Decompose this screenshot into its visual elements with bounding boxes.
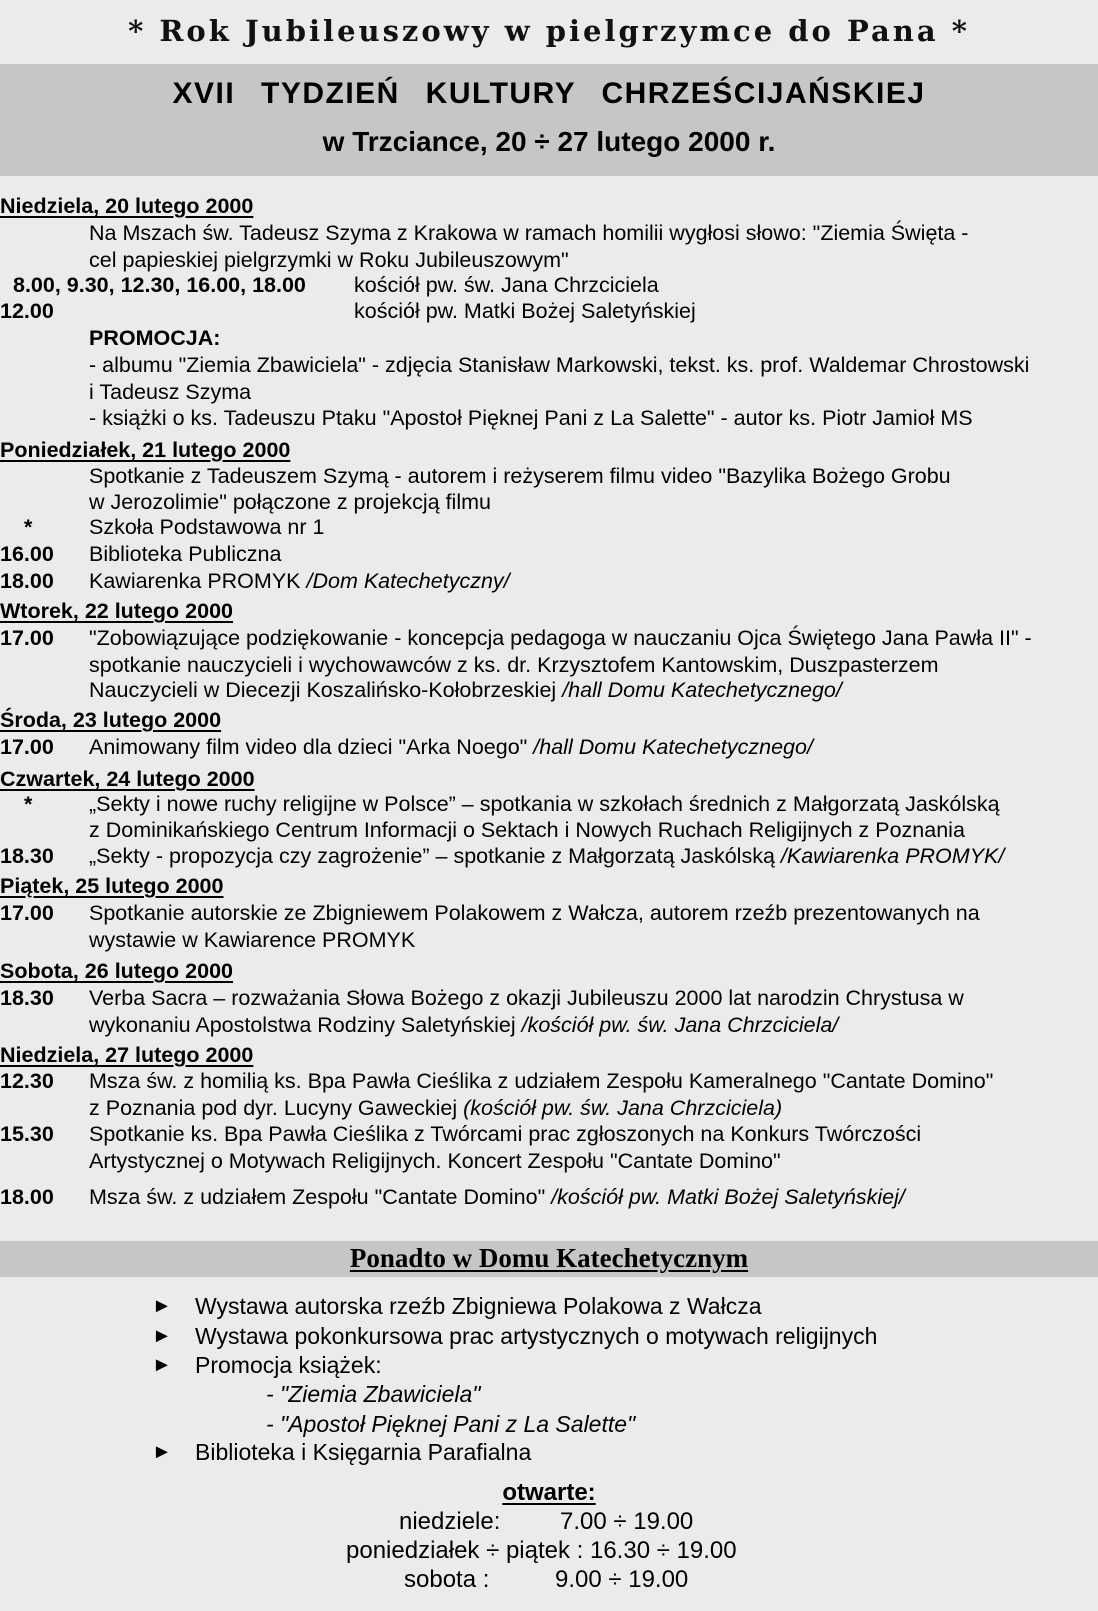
event-text-part: Msza św. z udziałem Zespołu "Cantate Domino"	[89, 1185, 546, 1209]
day-heading: Niedziela, 27 lutego 2000	[0, 1043, 254, 1067]
event-text: „Sekty i nowe ruchy religijne w Polsce” – spotkania w szkołach średnich z Małgorzatą Jaskólską	[89, 792, 1000, 816]
event-place: kościół pw. Matki Bożej Saletyńskiej	[354, 299, 696, 323]
bullet-arrow-icon: ►	[152, 1325, 172, 1347]
hours-label: niedziele:	[399, 1508, 501, 1535]
event-text: Na Mszach św. Tadeusz Szyma z Krakowa w ramach homilii wygłosi słowo: "Ziemia Święta -	[89, 221, 969, 245]
event-time: 12.30	[0, 1069, 54, 1093]
event-text: spotkanie nauczycieli i wychowawców z ks. dr. Krzysztofem Kantowskim, Duszpasterzem	[89, 653, 939, 677]
page-title: XVII TYDZIEŃ KULTURY CHRZEŚCIJAŃSKIEJ	[172, 77, 926, 110]
event-location: /Dom Katechetyczny/	[306, 569, 510, 593]
event-text	[89, 677, 842, 703]
day-heading: Sobota, 26 lutego 2000	[0, 959, 233, 983]
event-time: *	[24, 792, 33, 816]
event-text-part: „Sekty - propozycja czy zagrożenie” – spotkanie z Małgorzatą Jaskólską	[89, 844, 775, 868]
event-text: Verba Sacra – rozważania Słowa Bożego z okazji Jubileuszu 2000 lat narodzin Chrystusa w	[89, 986, 964, 1010]
bullet-arrow-icon: ►	[152, 1295, 172, 1317]
event-text	[89, 1184, 905, 1210]
hours-heading: otwarte:	[502, 1479, 596, 1506]
event-time: 17.00	[0, 626, 54, 650]
day-heading: Wtorek, 22 lutego 2000	[0, 599, 233, 623]
day-heading: Piątek, 25 lutego 2000	[0, 874, 224, 898]
event-text	[89, 1012, 838, 1038]
event-text-part: Nauczycieli w Diecezji Koszalińsko-Kołobrzeskiej	[89, 678, 557, 702]
event-location: /kościół pw. św. Jana Chrzciciela/	[521, 1013, 839, 1037]
event-text: - albumu "Ziemia Zbawiciela" - zdjęcia Stanisław Markowski, tekst. ks. prof. Waldemar Chrostowski	[89, 353, 1030, 377]
day-heading: Środa, 23 lutego 2000	[0, 708, 222, 732]
event-time: 18.00	[0, 1185, 54, 1209]
event-text: w Jerozolimie" połączone z projekcją filmu	[89, 490, 491, 514]
event-time: 16.00	[0, 542, 54, 566]
event-text: wystawie w Kawiarence PROMYK	[89, 928, 416, 952]
page-subtitle: w Trzciance, 20 ÷ 27 lutego 2000 r.	[322, 126, 776, 157]
header-band	[0, 64, 1098, 176]
event-text-part: Animowany film video dla dzieci "Arka Noego"	[89, 735, 528, 759]
event-time: 17.00	[0, 735, 54, 759]
day-heading: Niedziela, 20 lutego 2000	[0, 194, 254, 218]
promo-heading: PROMOCJA:	[89, 326, 221, 350]
event-place-text: Kawiarenka PROMYK	[89, 569, 301, 593]
event-text: Spotkanie autorskie ze Zbigniewem Polakowem z Wałcza, autorem rzeźb prezentowanych na	[89, 901, 980, 925]
event-time: 8.00, 9.30, 12.30, 16.00, 18.00	[13, 273, 306, 297]
event-place	[89, 568, 510, 594]
event-text-part: wykonaniu Apostolstwa Rodziny Saletyńskiej	[89, 1013, 516, 1037]
event-place: Szkoła Podstawowa nr 1	[89, 515, 325, 539]
event-place: kościół pw. św. Jana Chrzciciela	[354, 273, 659, 297]
event-location: (kościół pw. św. Jana Chrzciciela)	[463, 1096, 783, 1120]
event-text	[89, 843, 1004, 869]
list-item: Promocja książek:	[195, 1352, 382, 1378]
event-location: /hall Domu Katechetycznego/	[533, 735, 813, 759]
bullet-arrow-icon: ►	[152, 1354, 172, 1376]
section-band	[0, 1241, 1098, 1277]
event-time: 15.30	[0, 1122, 54, 1146]
hours-value: 9.00 ÷ 19.00	[555, 1566, 689, 1593]
event-place: Biblioteka Publiczna	[89, 542, 282, 566]
hours-weekdays: poniedziałek ÷ piątek : 16.30 ÷ 19.00	[346, 1537, 737, 1564]
event-text	[89, 1095, 782, 1121]
event-time: 12.00	[0, 299, 54, 323]
event-location: /hall Domu Katechetycznego/	[562, 678, 842, 702]
list-item: Biblioteka i Księgarnia Parafialna	[195, 1439, 532, 1465]
event-time: 18.00	[0, 569, 54, 593]
event-text	[89, 734, 813, 760]
motto-title: * Rok Jubileuszowy w pielgrzymce do Pana *	[128, 14, 970, 48]
book-title: - "Apostoł Pięknej Pani z La Salette"	[266, 1411, 636, 1437]
section-heading: Ponadto w Domu Katechetycznym	[349, 1243, 749, 1273]
event-time: 17.00	[0, 901, 54, 925]
event-text: i Tadeusz Szyma	[89, 380, 252, 404]
event-location: /Kawiarenka PROMYK/	[780, 844, 1005, 868]
event-text: Spotkanie z Tadeuszem Szymą - autorem i reżyserem filmu video "Bazylika Bożego Grobu	[89, 464, 951, 488]
event-text: cel papieskiej pielgrzymki w Roku Jubileuszowym"	[89, 248, 569, 272]
day-heading: Poniedziałek, 21 lutego 2000	[0, 438, 291, 462]
event-text-part: z Poznania pod dyr. Lucyny Gaweckiej	[89, 1096, 458, 1120]
bullet-arrow-icon: ►	[152, 1441, 172, 1463]
hours-label: sobota :	[404, 1566, 490, 1593]
event-time: 18.30	[0, 986, 54, 1010]
list-item: Wystawa pokonkursowa prac artystycznych o motywach religijnych	[195, 1323, 878, 1349]
event-text: Msza św. z homilią ks. Bpa Pawła Cieślika z udziałem Zespołu Kameralnego "Cantate Domino"	[89, 1069, 994, 1093]
list-item: Wystawa autorska rzeźb Zbigniewa Polakowa z Wałcza	[195, 1293, 762, 1319]
event-text: Spotkanie ks. Bpa Pawła Cieślika z Twórcami prac zgłoszonych na Konkurs Twórczości	[89, 1122, 922, 1146]
event-text: Artystycznej o Motywach Religijnych. Koncert Zespołu "Cantate Domino"	[89, 1149, 781, 1173]
event-text: "Zobowiązujące podziękowanie - koncepcja pedagoga w nauczaniu Ojca Świętego Jana Pawła II" -	[89, 626, 1032, 650]
event-time: *	[24, 515, 33, 539]
book-title: - "Ziemia Zbawiciela"	[266, 1381, 481, 1407]
hours-value: 7.00 ÷ 19.00	[560, 1508, 694, 1535]
event-time: 18.30	[0, 844, 54, 868]
day-heading: Czwartek, 24 lutego 2000	[0, 767, 255, 791]
event-text: - książki o ks. Tadeuszu Ptaku "Apostoł Pięknej Pani z La Salette" - autor ks. Piotr Jamioł MS	[89, 406, 973, 430]
event-text: z Dominikańskiego Centrum Informacji o Sektach i Nowych Ruchach Religijnych z Poznania	[89, 818, 965, 842]
event-location: /kościół pw. Matki Bożej Saletyńskiej/	[551, 1185, 905, 1209]
